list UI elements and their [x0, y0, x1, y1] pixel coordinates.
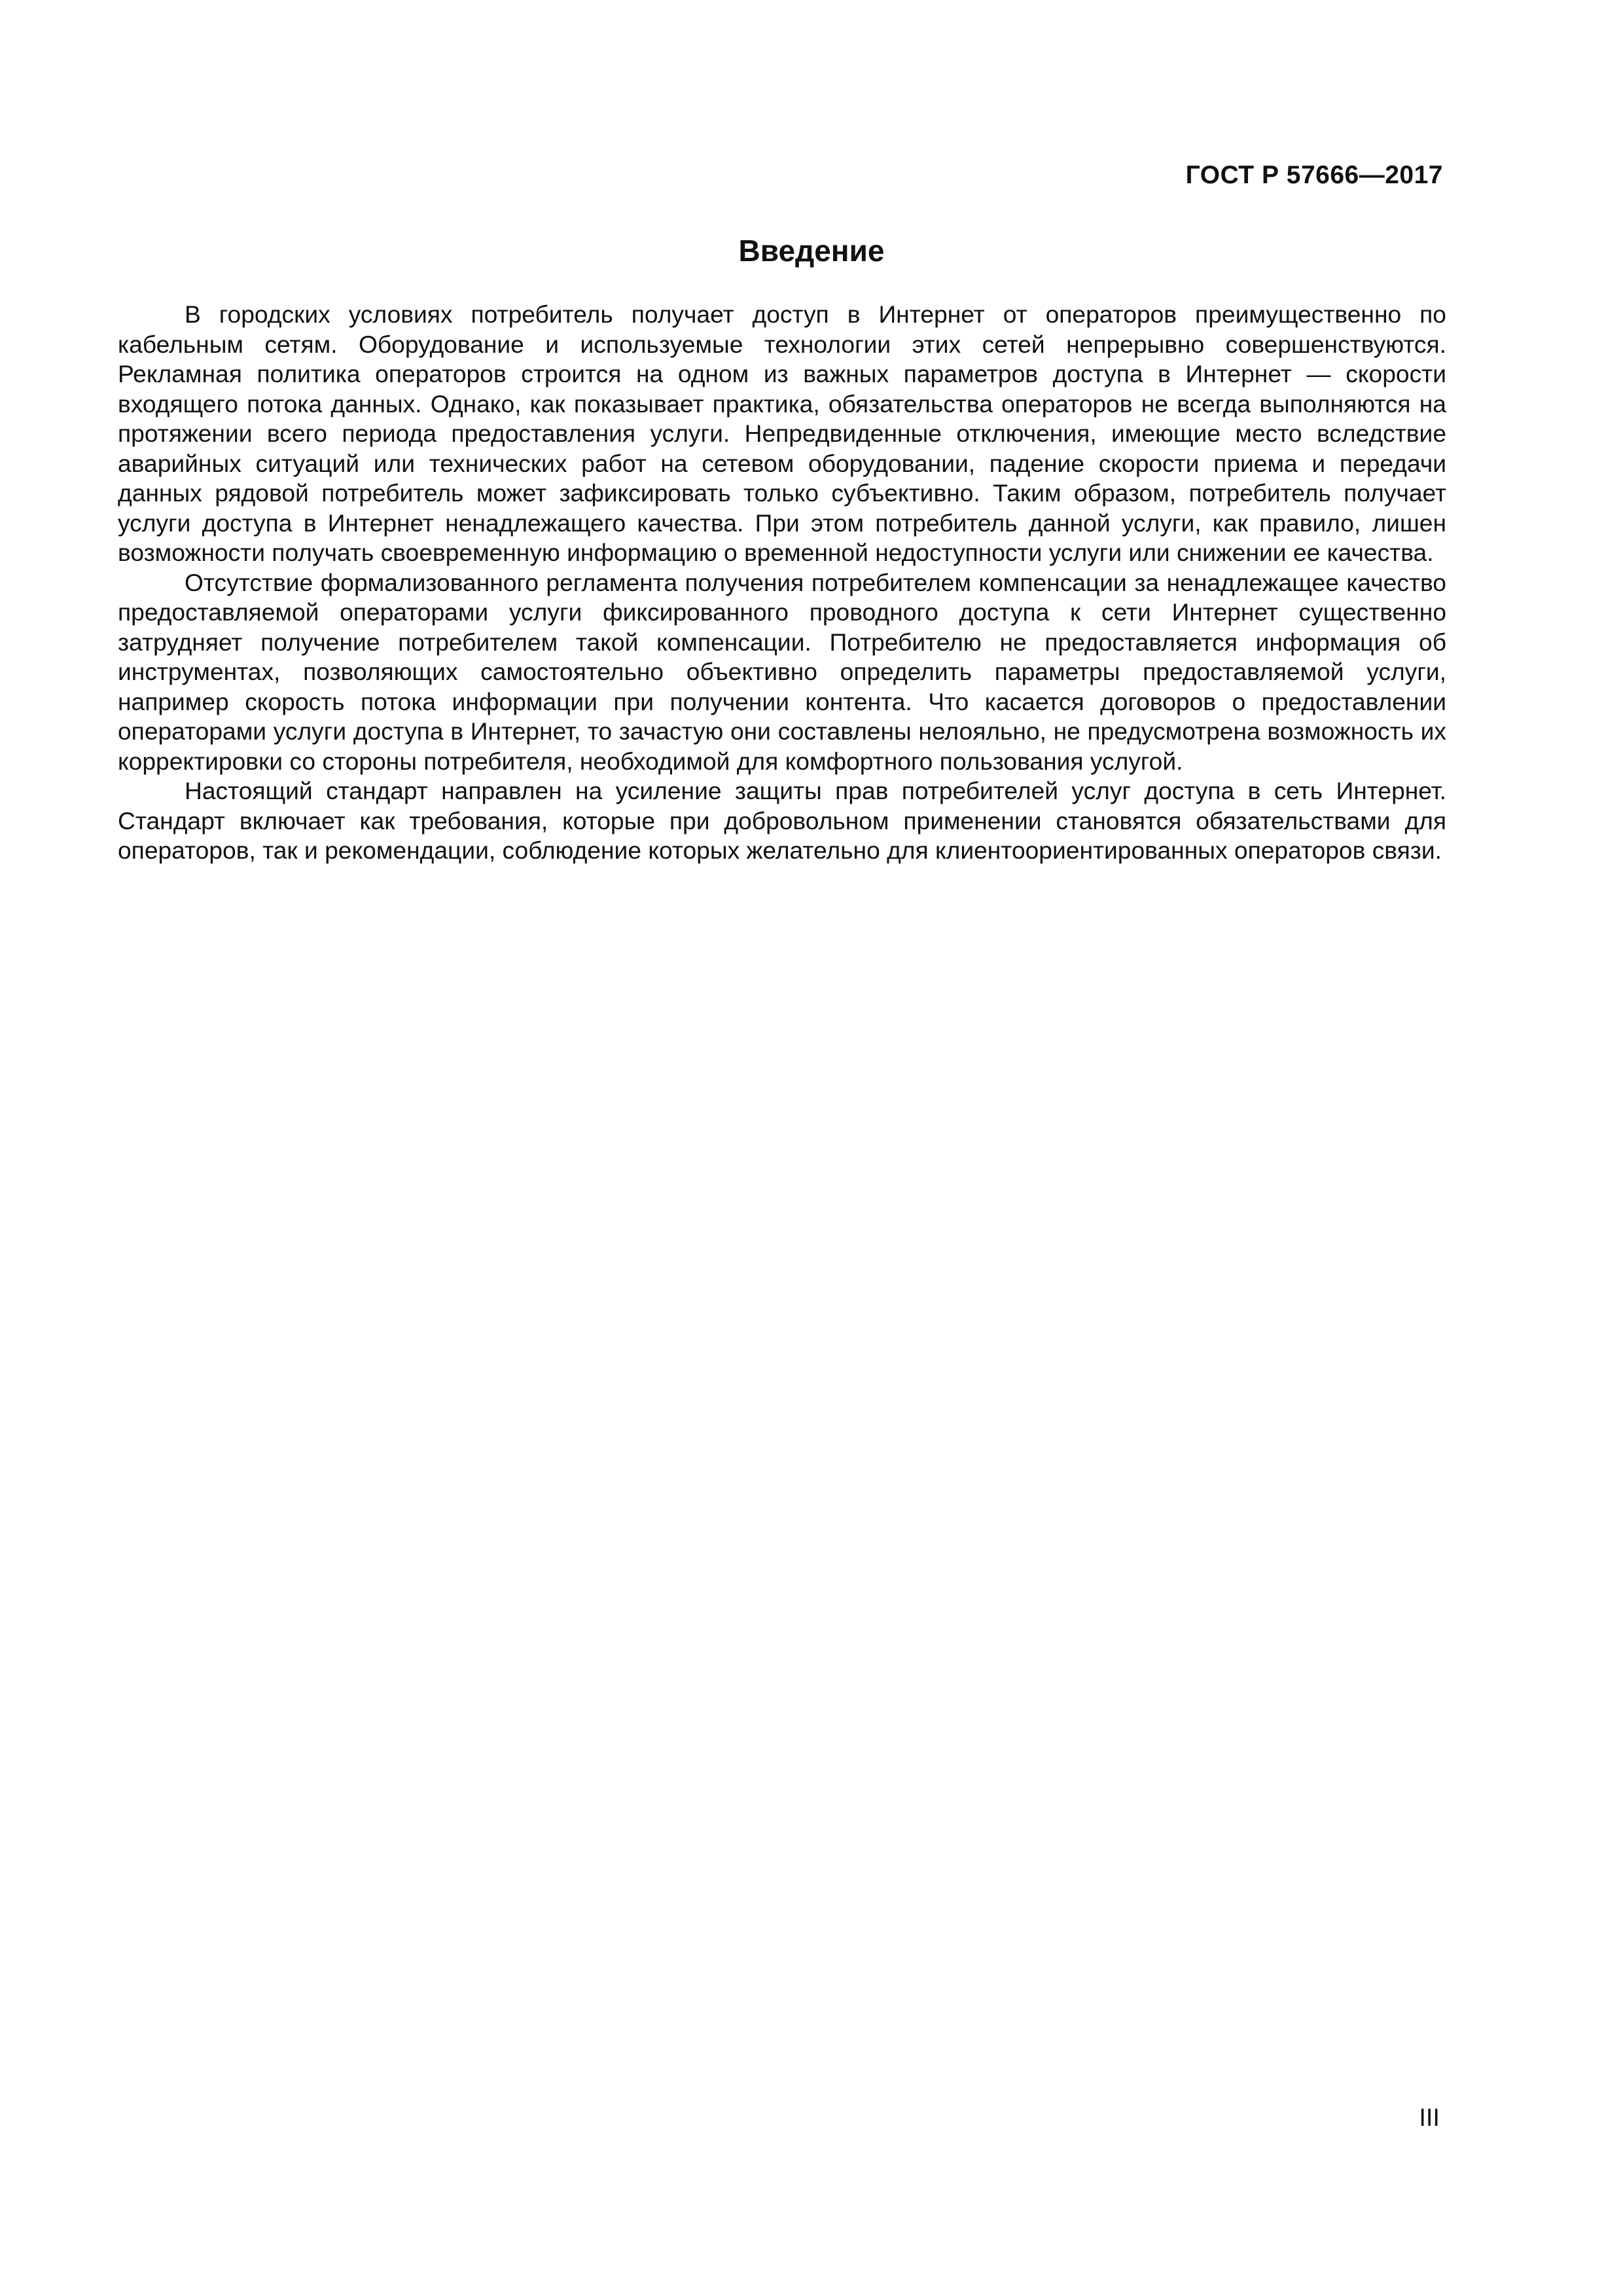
page-number: III: [1419, 2104, 1440, 2132]
paragraph: В городских условиях потребитель получает доступ в Интернет от операторов преимущественно по кабельным сетям. Оборудование и используемые технологии этих сетей непрерывно совершенствуются. Рекламная политика операторов строится на одном из важных параметров доступа в Интернет — скорости входящего потока данных. Однако, как показывает практика, обязательства операторов не всегда выполняются на протяжении всего периода предоставления услуги. Непредвиденные отключения, имеющие место вследствие аварийных ситуаций или технических работ на сетевом оборудовании, падение скорости приема и передачи данных рядовой потребитель может зафиксировать только субъективно. Таким образом, потребитель получает услуги доступа в Интернет ненадлежащего качества. При этом потребитель данной услуги, как правило, лишен возможности получать своевременную информацию о временной недоступности услуги или снижении ее качества.: [118, 300, 1446, 566]
document-code: ГОСТ Р 57666—2017: [1185, 161, 1443, 189]
paragraph: Отсутствие формализованного регламента получения потребителем компенсации за ненадлежащее качество предоставляемой операторами услуги фиксированного проводного доступа к сети Интернет существенно затрудняет получение потребителем такой компенсации. Потребителю не предоставляется информация об инструментах, позволяющих самостоятельно объективно определить параметры предоставляемой услуги, например скорость потока информации при получении контента. Что касается договоров о предоставлении операторами услуги доступа в Интернет, то зачастую они составлены нелояльно, не предусмотрена возможность их корректировки со стороны потребителя, необходимой для комфортного пользования услугой.: [118, 568, 1446, 775]
paragraph: Настоящий стандарт направлен на усиление защиты прав потребителей услуг доступа в сеть Интернет. Стандарт включает как требования, которые при добровольном применении становятся обязательствами для операторов, так и рекомендации, соблюдение которых желательно для клиентоориентированных операторов связи.: [118, 777, 1446, 864]
section-title: Введение: [738, 234, 885, 268]
section-body: [118, 300, 1446, 866]
